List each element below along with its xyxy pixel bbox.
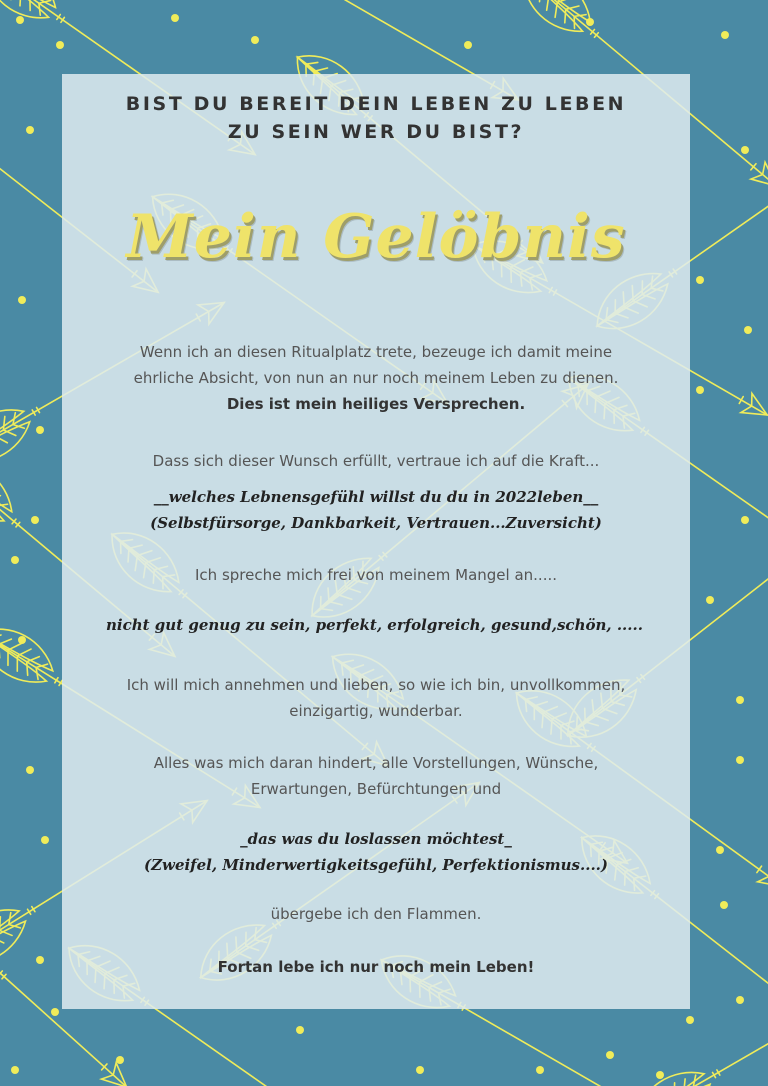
letgo-prompt	[82, 826, 670, 878]
dot-icon	[606, 1051, 614, 1059]
accept-line-2: einzigartig, wunderbar.	[289, 702, 463, 720]
dot-icon	[686, 1016, 694, 1024]
dot-icon	[11, 556, 19, 564]
dot-icon	[696, 276, 704, 284]
heading-line-2: ZU SEIN WER DU BIST?	[227, 121, 525, 143]
dot-icon	[536, 1066, 544, 1074]
dot-icon	[706, 596, 714, 604]
dot-icon	[416, 1066, 424, 1074]
release-line: Ich spreche mich frei von meinem Mangel an.....	[195, 566, 557, 584]
heading-line-1: BIST DU BEREIT DEIN LEBEN ZU LEBEN	[125, 93, 627, 115]
dot-icon	[251, 36, 259, 44]
page-title: Mein Gelöbnis	[126, 202, 626, 272]
dot-icon	[56, 41, 64, 49]
dot-icon	[171, 14, 179, 22]
dot-icon	[26, 766, 34, 774]
intro-line-1: Wenn ich an diesen Ritualplatz trete, bezeuge ich damit meine	[139, 343, 613, 361]
obstacles-line-2: Erwartungen, Befürchtungen und	[250, 780, 502, 798]
text-panel	[62, 74, 690, 1009]
intro-line-2: ehrliche Absicht, von nun an nur noch meinem Leben zu dienen.	[133, 369, 619, 387]
intro-bold-line	[82, 391, 670, 417]
dot-icon	[26, 126, 34, 134]
dot-icon	[744, 326, 752, 334]
dot-icon	[36, 426, 44, 434]
dot-icon	[116, 1056, 124, 1064]
dot-icon	[51, 1008, 59, 1016]
dot-icon	[586, 18, 594, 26]
dot-icon	[741, 516, 749, 524]
feeling-examples: (Selbstfürsorge, Dankbarkeit, Vertrauen...Zuversicht)	[150, 514, 602, 532]
flames-line: übergebe ich den Flammen.	[270, 905, 482, 923]
dot-icon	[11, 1066, 19, 1074]
accept-line-1: Ich will mich annehmen und lieben, so wie ich bin, unvollkommen,	[126, 676, 626, 694]
feeling-prompt	[82, 484, 670, 536]
page-heading	[62, 90, 690, 146]
dot-icon	[736, 996, 744, 1004]
letgo-examples: (Zweifel, Minderwertigkeitsgefühl, Perfektionismus....)	[143, 856, 608, 874]
dot-icon	[18, 296, 26, 304]
dot-icon	[721, 31, 729, 39]
closing-line: Fortan lebe ich nur noch mein Leben!	[217, 958, 535, 976]
dot-icon	[18, 636, 26, 644]
dot-icon	[36, 956, 44, 964]
dot-icon	[720, 901, 728, 909]
dot-icon	[464, 41, 472, 49]
dot-icon	[16, 16, 24, 24]
feeling-prompt-line: __welches Lebnensgefühl willst du du in 2022leben__	[153, 488, 599, 506]
obstacles-paragraph	[82, 750, 670, 802]
obstacles-line-1: Alles was mich daran hindert, alle Vorstellungen, Wünsche,	[153, 754, 599, 772]
trust-line: Dass sich dieser Wunsch erfüllt, vertraue ich auf die Kraft...	[152, 452, 600, 470]
dot-icon	[296, 1026, 304, 1034]
intro-paragraph	[82, 339, 670, 417]
dot-icon	[736, 696, 744, 704]
vow-content	[62, 74, 690, 1009]
sacred-promise: Dies ist mein heiliges Versprechen.	[226, 395, 526, 413]
dot-icon	[741, 146, 749, 154]
dot-icon	[736, 756, 744, 764]
dot-icon	[656, 1071, 664, 1079]
dot-icon	[41, 836, 49, 844]
accept-paragraph	[82, 672, 670, 724]
letgo-prompt-line: _das was du loslassen möchtest_	[240, 830, 512, 848]
dot-icon	[31, 516, 39, 524]
lack-examples: nicht gut genug zu sein, perfekt, erfolgreich, gesund,schön, .....	[106, 616, 643, 634]
dot-icon	[716, 846, 724, 854]
dot-icon	[696, 386, 704, 394]
